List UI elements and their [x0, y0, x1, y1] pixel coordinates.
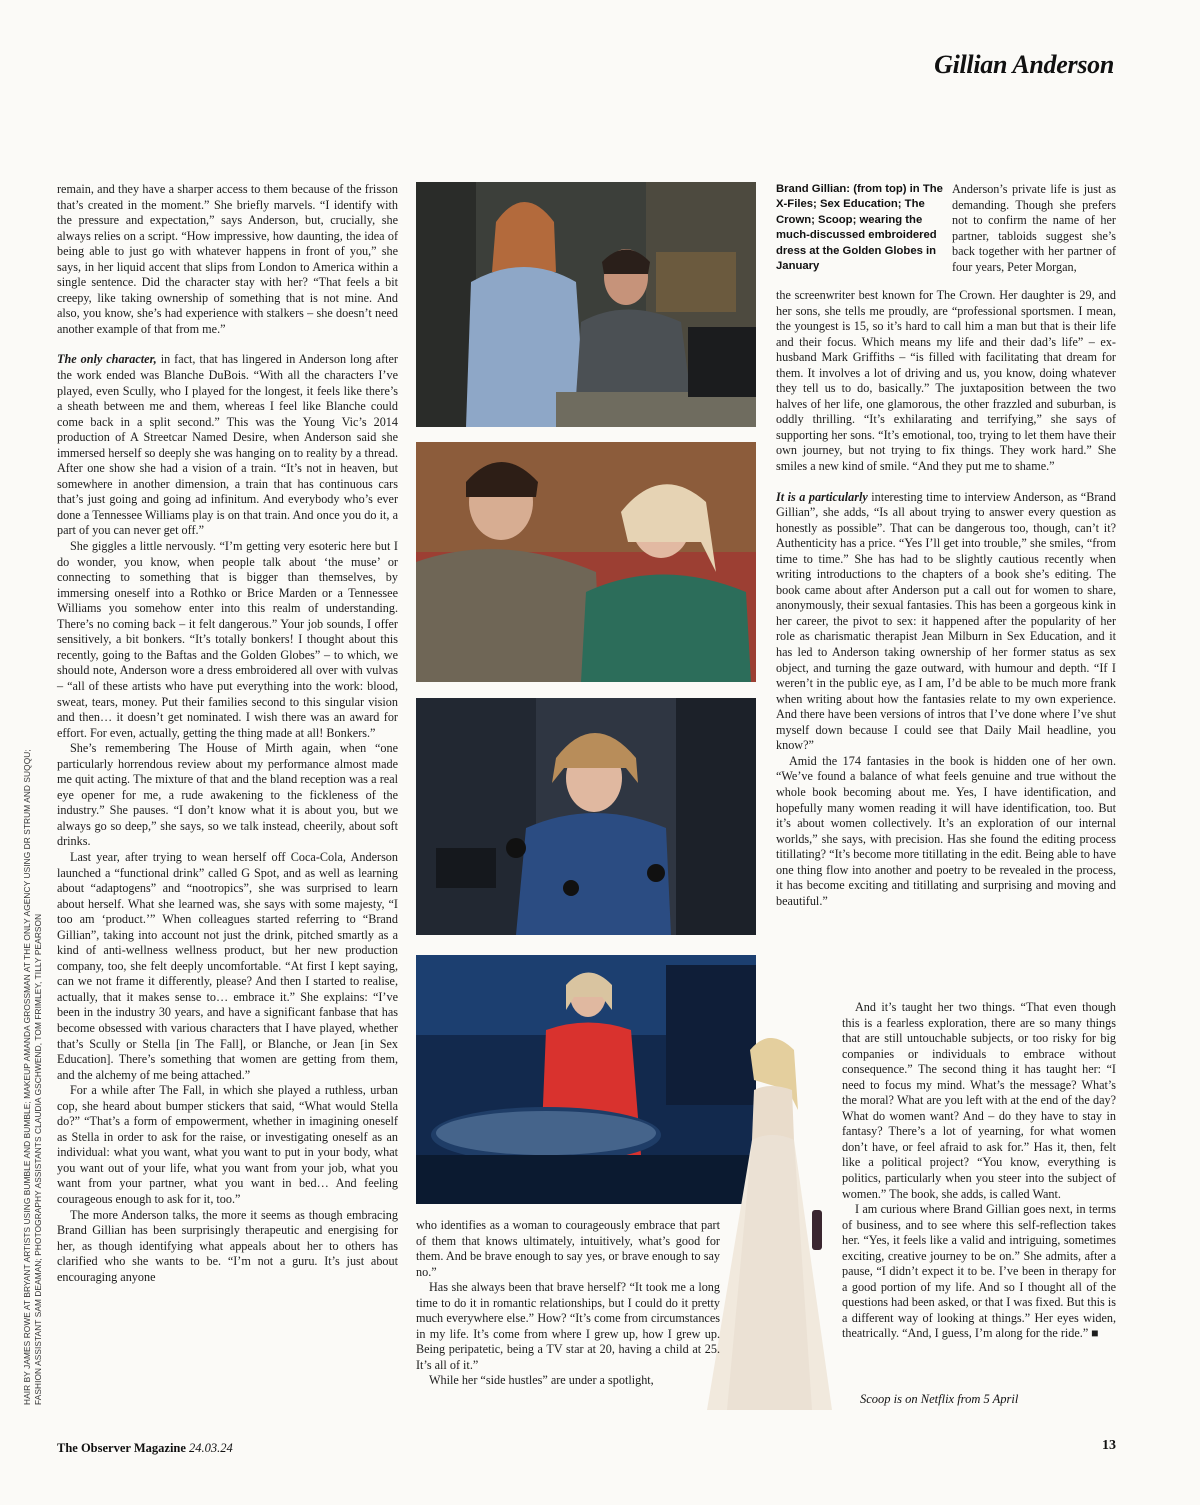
paragraph: Amid the 174 fantasies in the book is hidden one of her own. “We’ve found a balance of what feels genuine and true without the whole book becoming about me. Yes, I have identification, and hopefully many women reading it will have identification, too. But it’s about women collectively. It’s an exploration of our internal worlds,” she says, with precision. Has she found the editing process titillating? “It’s become more titillating in the edit. Being able to have one thing flow into another and poetry to be revealed in the process, it has become exciting and titillating and surprising and moving and beautiful.”: [776, 753, 1116, 908]
paragraph-text: in fact, that has lingered in Anderson long after the work ended was Blanche DuBois. “With all the characters I’ve played, even Scully, who I played for the longest, it feels like there’s a sheath between me and them, whereas I feel like Blanche could come back in a split second.” This was the Young Vic’s 2014 production of A Streetcar Named Desire, when Anderson said she immersed herself so deeply she was hanging on to reality by a thread. After one show she had a vision of a train. “It’s not in heaven, but somewhere in another dimension, a train that has continuous cars that’s just going and going ad infinitum. And everybody who’s ever done a Tennessee Williams play is on that train. And once you do it, a part of you can never get off.”: [57, 352, 398, 538]
section-title: Gillian Anderson: [934, 50, 1114, 79]
column-3: [776, 288, 1116, 909]
paragraph: Last year, after trying to wean herself off Coca-Cola, Anderson launched a “functional drink” called G Spot, and as well as learning about “adaptogens” and “nootropics”, she was surprised to learn about herself. What she learned was, she says with some majesty, “I too am ‘product.’” When colleagues started referring to “Brand Gillian”, taking into account not just the drink, pitched smartly as a kind of anti-wellness wellness product, but her new production company, too, she felt deeply uncomfortable. “At first I kept saying, can we not frame it differently, please? And then I started to realise, actually, that it makes sense to… embrace it.” She explains: “I’ve been in the industry 30 years, and have a significant fanbase that has become obsessed with various characters that I have played, whether that’s Scully or Stella [in The Fall], or Blanche, or Jean [in Sex Education]. There’s something that women are getting from them, and the alchemy of me being attached.”: [57, 849, 398, 1082]
paragraph: who identifies as a woman to courageously embrace that part of them that knows ultimately, intuitively, what’s good for them. And be brave enough to say yes, or brave enough to say no.”: [416, 1218, 720, 1279]
paragraph: remain, and they have a sharper access to them because of the frisson that’s created in the moment.” She briefly marvels. “I identify with the pressure and expectation,” says Anderson, but, crucially, she always relies on a script. “How impressive, how daunting, the idea of being able to just go with whatever happens in front of you,” she says, in her liquid accent that slips from London to America within a single sentence. Did the character stay with her? “That feels a bit creepy, like taking ownership of something that is not mine. And also, you know, she’s had experience with stalkers – she doesn’t need another example of that from me.”: [57, 182, 398, 336]
lead-in: It is a particularly: [776, 489, 868, 504]
paragraph-text: interesting time to interview Anderson, as “Brand Gillian”, she adds, “Is all about trying to answer every question as honestly as possible”. That can be dangerous too, though, can’t it? Authenticity has a price. “Yes I’ll get into trouble,” she smiles, “from time to time.” She has had to be slightly cautious recently when writing introductions to the chapters of a book she’s editing. The book came about after Anderson put a call out for women to share, anonymously, their sexual fantasies. This has been a gorgeous kink in her career, the pivot to sex: it happened after the popularity of her role as charismatic therapist Jean Milburn in Sex Education, and it has led to Anderson taking ownership of her former status as sex object, and turning the gaze outward, with humour and depth. “If I weren’t in the public eye, as I am, I’d be able to be much more frank when writing about how the fantasies relate to my own experience. And there have been versions of intros that I’ve done where I’ve shut myself down because I could see that Daily Mail headline, you know?”: [776, 489, 1116, 753]
photo-credit: HAIR BY JAMES ROWE AT BRYANT ARTISTS USING BUMBLE AND BUMBLE; MAKEUP AMANDA GROSSMAN AT THE ONLY AGENCY USING DR STRUM AND SUQQU; FASHION ASSISTANT SAM DEAMAN; PHOTOGRAPHY ASSISTANTS CLAUDIA GSCHWEND, TOM FRIMLEY, TILLY PEARSON: [22, 749, 43, 1405]
magazine-name: The Observer Magazine: [57, 1441, 186, 1455]
paragraph: While her “side hustles” are under a spotlight,: [429, 1373, 654, 1388]
paragraph: I am curious where Brand Gillian goes next, in terms of business, and to see where this self-reflection takes her. “Yes, it feels like a valid and intriguing, sometimes exciting, creative journey to be on.” She admits, after a pause, “I didn’t expect it to be. I’ve been in therapy for a good portion of my life. And so I thought all of the questions had been asked, or that I was fixed. But this is a different way of looking at things.” Her eyes widen, theatrically. “And, I guess, I’m along for the ride.” ■: [842, 1202, 1116, 1341]
paragraph: [776, 490, 1116, 754]
column-3-top: [952, 182, 1116, 275]
paragraph: Has she always been that brave herself? “It took me a long time to do it in romantic relationships, but I could do it pretty much everywhere else.” How? “It’s come from circumstances in my life. It’s come from where I grew up, how I grew up. Being peripatetic, being a TV star at 20, having a child at 25. It’s all of it.”: [416, 1280, 720, 1372]
photo-caption: Brand Gillian: (from top) in The X-Files; Sex Education; The Crown; Scoop; wearing the much-discussed embroidered dress at the Golden Globes in January: [776, 183, 943, 273]
column-3-lower: [842, 1000, 1116, 1342]
paragraph: For a while after The Fall, in which she played a ruthless, urban cop, she heard about bumper stickers that said, “What would Stella do?” “That’s a form of empowerment, whether in imagining oneself as Stella in order to ask for the raise, or investigating oneself as an individual: what you want, what you want to put in your body, what you want out of your life, what you want from your job, what you want from your partner, what you want in bed… And feeling courageous enough to ask for it, too.”: [57, 1083, 398, 1206]
scoop-note: Scoop is on Netflix from 5 April: [860, 1392, 1019, 1406]
paragraph: [57, 352, 398, 539]
photo-the-crown: [416, 698, 756, 935]
paragraph: Anderson’s private life is just as demanding. Though she prefers not to confirm the name of her partner, tabloids suggest she’s back together with her partner of four years, Peter Morgan,: [952, 182, 1116, 274]
paragraph: She’s remembering The House of Mirth again, when “one particularly horrendous review about my performance almost made me quit acting. The mixture of that and the bland reception was a real eye opener for me, a rude awakening to the fickleness of the industry.” She pauses. “I don’t know what it is about you, but we always go so deep,” she says, so we talk instead, cheerily, about soft drinks.: [57, 741, 398, 849]
photo-x-files: [416, 182, 756, 427]
column-2: [416, 1218, 720, 1389]
paragraph: And it’s taught her two things. “That even though this is a fearless exploration, there are so many things that are still untouchable subjects, or too risky for big companies or individuals to embrace without consequence.” The second thing it has taught her: “I need to focus my mind. What’s the message? What’s the moral? What are you left with at the end of the day? What do women want? And – do they have to stay in fantasy? There’s a lot of yearning, for what women don’t have, or feel afraid to ask for.” Has it, then, felt like a political project? “You know, everything is politics, particularly when you steer into the subject of women.” The book, she adds, is called Want.: [842, 1000, 1116, 1201]
page-number: 13: [1102, 1438, 1116, 1453]
lead-in: The only character,: [57, 352, 157, 367]
issue-date: 24.03.24: [189, 1441, 233, 1455]
paragraph: She giggles a little nervously. “I’m getting very esoteric here but I do wonder, you know, when people talk about ‘the muse’ or connecting to something that is bigger than themselves, by immersing oneself into a Rothko or Brice Marden or a Tennessee Williams you somehow enter into this realm of understanding. There’s no coming back – it felt dangerous.” Your job sounds, I offer sensitively, a bit bonkers. “It’s totally bonkers! I thought about this recently, going to the Baftas and the Golden Globes” – to which, we should note, Anderson wore a dress embroidered all over with vulvas – “all of these artists who have put everything into the work: blood, sweat, tears, money. Put their families second to this singular vision and then… it doesn’t get nominated. I wish there was an award for effort. For even, actually, getting the thing made at all! Bonkers.”: [57, 539, 398, 740]
footer-magazine: [57, 1441, 233, 1456]
paragraph: the screenwriter best known for The Crown. Her daughter is 29, and her sons, she tells me proudly, are “professional sportsmen. I mean, the youngest is 15, so it’s hard to call him a man but that is their life and their focus. Which means my life and their dad’s life” – ex-husband Mark Griffiths – “is filled with facilitating that dream for them. It involves a lot of driving and us, you know, doing whatever they tell us to do, basically.” The juxtaposition between the two halves of her life, one glamorous, the other frazzled and suburban, is oddly thrilling. “It’s exhilarating and terrifying,” she says of supporting her sons. “It’s emotional, too, trying to let them have their own journey, but not trying to fix things. They work hard.” She smiles a new kind of smile. “And they put me to shame.”: [776, 288, 1116, 474]
paragraph: The more Anderson talks, the more it seems as though embracing Brand Gillian has been surprisingly therapeutic and energising for her, as though identifying what appeals about her to others has clarified who she wants to be. “I’m not a guru. It’s just about encouraging anyone: [57, 1207, 398, 1284]
column-1: [57, 182, 398, 1285]
photo-golden-globes-dress: [702, 1030, 842, 1410]
photo-sex-education: [416, 442, 756, 682]
